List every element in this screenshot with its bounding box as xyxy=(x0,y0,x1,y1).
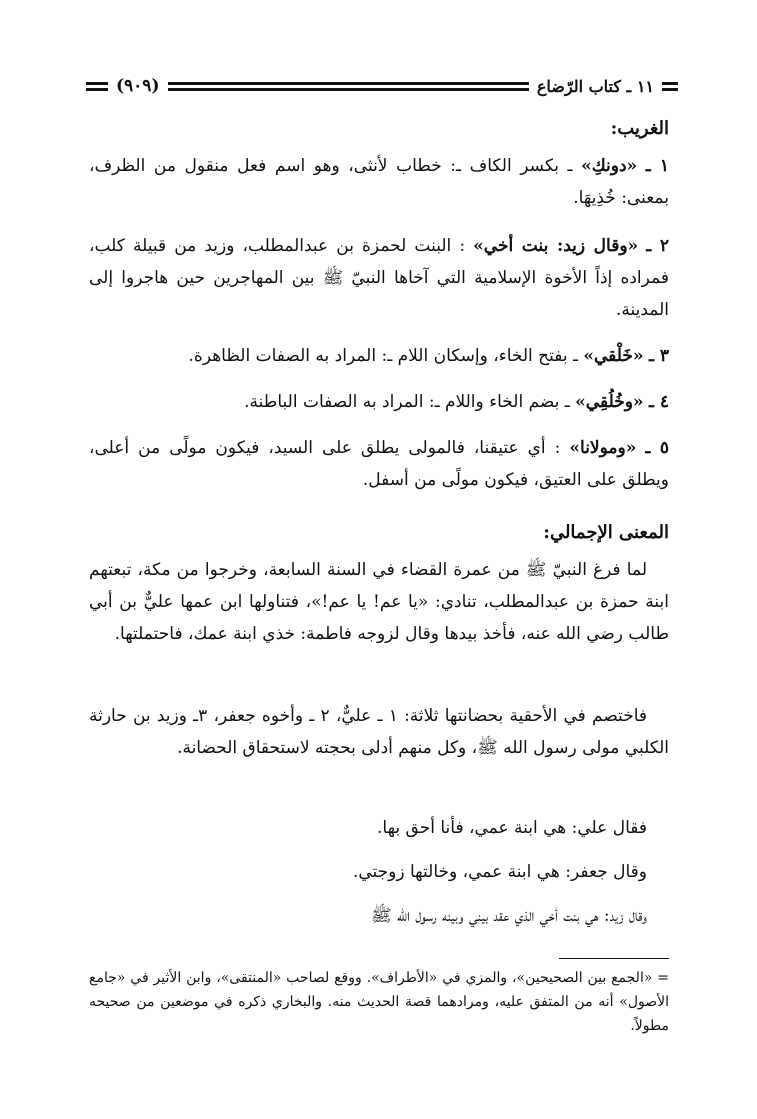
entry-number: ٣ ـ xyxy=(648,346,669,366)
gharib-heading: الغريب: xyxy=(610,118,669,139)
entry-number: ١ ـ xyxy=(645,156,669,176)
footnote-separator xyxy=(559,958,669,959)
entry-number: ٤ ـ xyxy=(648,392,669,412)
ijmali-paragraph-1: لما فرغ النبيّ ﷺ من عمرة القضاء في السنة السابعة، وخرجوا من مكة، تبعتهم ابنة حمزة بن عبدالمطلب، تنادي: «يا عم! يا عم!»، فتناولها ابن عمها عليٌّ بن أبي طالب رضي الله عنه، فأخذ بيدها وقال لزوجه فاطمة: خذي ابنة عمك، فاحتملتها. xyxy=(89,560,669,644)
entry-term: «دونكِ» xyxy=(581,156,638,176)
entry-text: ـ بفتح الخاء، وإسكان اللام ـ: المراد به الصفات الظاهرة. xyxy=(188,346,578,366)
entry-number: ٥ ـ xyxy=(645,438,669,458)
running-header xyxy=(86,68,678,104)
quote-ali: فقال علي: هي ابنة عمي، فأنا أحق بها. xyxy=(377,818,647,838)
footnote: = «الجمع بين الصحيحين»، والمزي في «الأطراف». ووقع لصاحب «المنتقى»، وابن الأثير في «جامع الأصول» أنه من المتفق عليه، ومرادهما قصة الحديث منه. والبخاري ذكره في موضعين من صحيحه مطولاً. xyxy=(89,970,669,1034)
page-number: (٩٠٩) xyxy=(116,76,160,96)
header-rule-end xyxy=(86,82,108,91)
gharib-entry-3 xyxy=(89,340,669,372)
header-rule-long xyxy=(168,82,529,91)
chapter-title: ١١ ـ كتاب الرّضاع xyxy=(536,76,654,96)
entry-text: : أي عتيقنا، فالمولى يطلق على السيد، فيكون مولًى من أعلى، ويطلق على العتيق، فيكون مولًى من أسفل. xyxy=(89,438,669,490)
entry-text: ـ بكسر الكاف ـ: خطاب لأنثى، وهو اسم فعل منقول من الظرف، بمعنى: خُذِيهَا. xyxy=(89,156,669,208)
entry-text: : البنت لحمزة بن عبدالمطلب، وزيد من قبيلة كلب، فمراده إذاً الأخوة الإسلامية التي آخاها النبيّ ﷺ بين المهاجرين حين هاجروا إلى المدينة. xyxy=(89,236,669,320)
header-rule-short xyxy=(662,82,678,91)
quote-zayd: وقال زيد: هي بنت أخي الذي عقد بيني وبينه رسول الله ﷺ xyxy=(371,906,647,926)
gharib-entry-4 xyxy=(89,386,669,418)
entry-number: ٢ ـ xyxy=(646,236,670,256)
gharib-entry-1 xyxy=(89,150,669,214)
gharib-entry-2 xyxy=(89,230,669,326)
entry-term: «وخُلُقِي» xyxy=(575,392,644,412)
entry-term: «وقال زيد: بنت أخي» xyxy=(473,236,639,256)
ijmali-paragraph-2: فاختصم في الأحقية بحضانتها ثلاثة: ١ ـ عليٌّ، ٢ ـ وأخوه جعفر، ٣ـ وزيد بن حارثة الكلبي مولى رسول الله ﷺ، وكل منهم أدلى بحجته لاستحقاق الحضانة. xyxy=(89,706,669,758)
entry-term: «خَلْقي» xyxy=(583,346,644,366)
entry-term: «ومولانا» xyxy=(569,438,637,458)
entry-text: ـ بضم الخاء واللام ـ: المراد به الصفات الباطنة. xyxy=(244,392,570,412)
gharib-entry-5 xyxy=(89,432,669,496)
ijmali-heading: المعنى الإجمالي: xyxy=(543,522,669,543)
quote-jafar: وقال جعفر: هي ابنة عمي، وخالتها زوجتي. xyxy=(352,862,647,882)
